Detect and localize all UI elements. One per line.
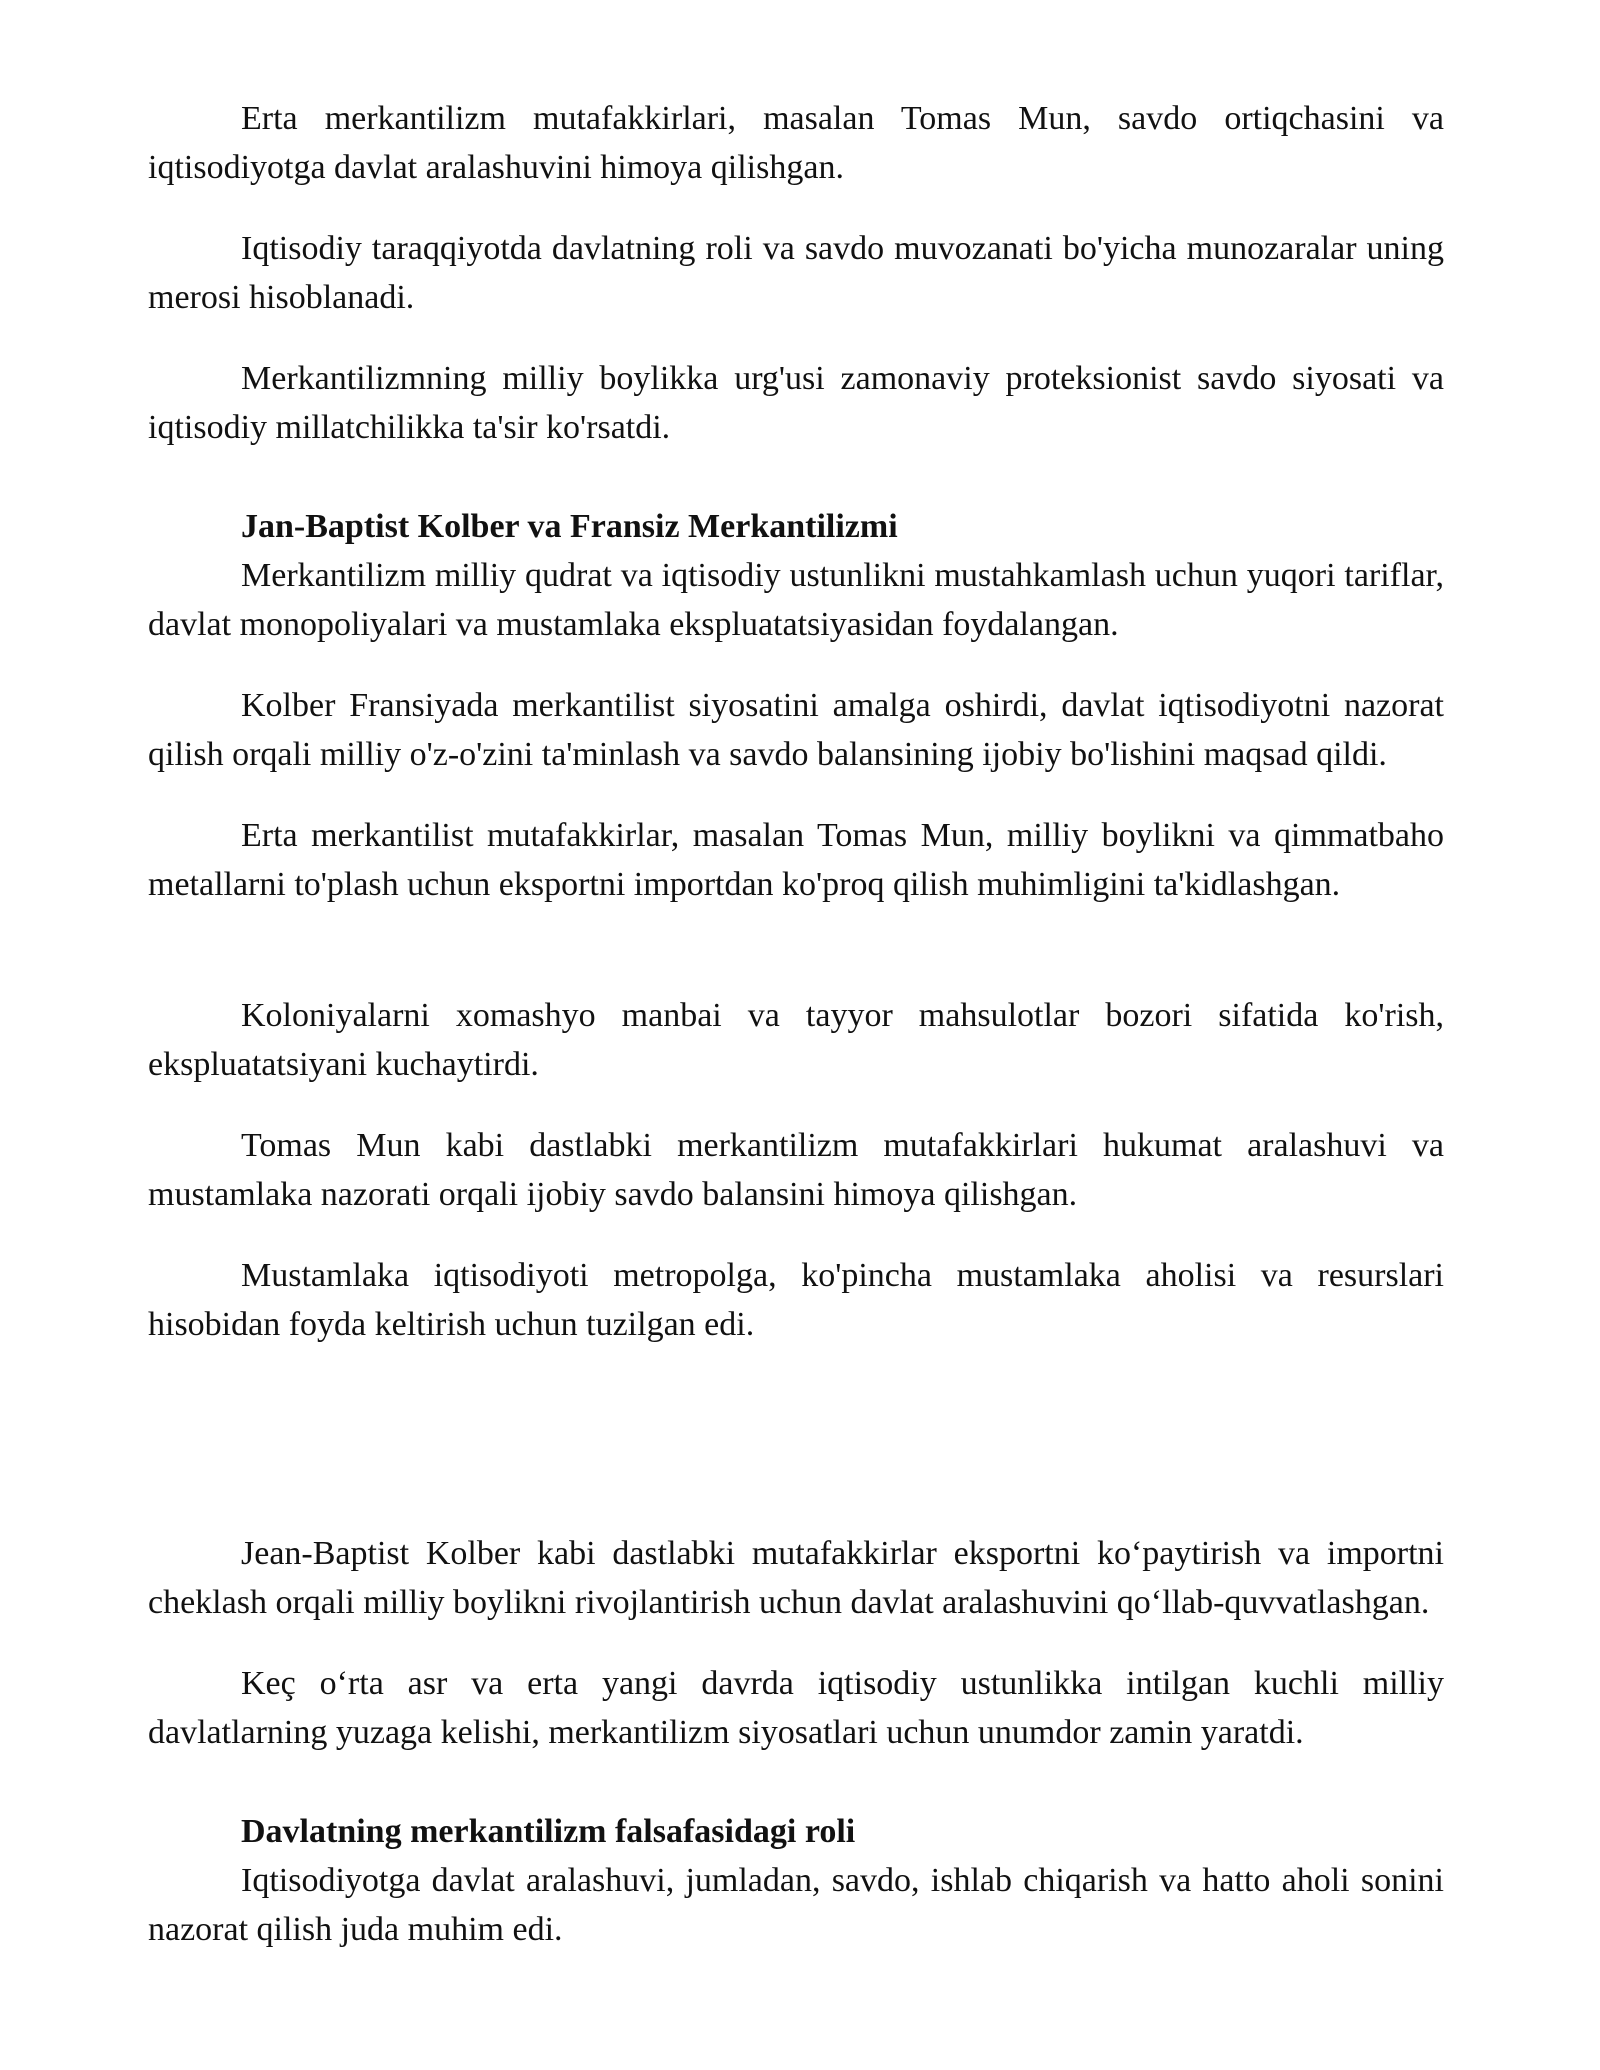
- spacer: [148, 779, 1444, 811]
- spacer: [148, 322, 1444, 354]
- paragraph: Merkantilizm milliy qudrat va iqtisodiy ustunlikni mustahkamlash uchun yuqori tariflar, davlat monopoliyalari va mustamlaka ekspluatatsiyasidan foydalangan.: [148, 557, 1444, 643]
- spacer: [148, 1219, 1444, 1251]
- paragraph: Koloniyalarni xomashyo manbai va tayyor mahsulotlar bozori sifatida ko'rish, ekspluatatsiyani kuchaytirdi.: [148, 997, 1444, 1083]
- spacer: [148, 452, 1444, 502]
- document-page: [148, 94, 1444, 1954]
- spacer: [148, 909, 1444, 991]
- paragraph: Merkantilizmning milliy boylikka urg'usi zamonaviy proteksionist savdo siyosati va iqtisodiy millatchilikka ta'sir ko'rsatdi.: [148, 360, 1444, 446]
- paragraph: Mustamlaka iqtisodiyoti metropolga, ko'pincha mustamlaka aholisi va resurslari hisobidan foyda keltirish uchun tuzilgan edi.: [148, 1257, 1444, 1343]
- spacer: [148, 1349, 1444, 1529]
- paragraph: Erta merkantilizm mutafakkirlari, masalan Tomas Mun, savdo ortiqchasini va iqtisodiyotga davlat aralashuvini himoya qilishgan.: [148, 100, 1444, 186]
- spacer: [148, 1089, 1444, 1121]
- paragraph: Kolber Fransiyada merkantilist siyosatini amalga oshirdi, davlat iqtisodiyotni nazorat qilish orqali milliy o'z-o'zini ta'minlash va savdo balansining ijobiy bo'lishini maqsad qildi.: [148, 687, 1444, 773]
- paragraph: Erta merkantilist mutafakkirlar, masalan Tomas Mun, milliy boylikni va qimmatbaho metallarni to'plash uchun eksportni importdan ko'proq qilish muhimligini ta'kidlashgan.: [148, 817, 1444, 903]
- spacer: [148, 192, 1444, 224]
- spacer: [148, 649, 1444, 681]
- section-heading: Davlatning merkantilizm falsafasidagi roli: [241, 1813, 856, 1850]
- paragraph: Jean-Baptist Kolber kabi dastlabki mutafakkirlar eksportni ko‘paytirish va importni cheklash orqali milliy boylikni rivojlantirish uchun davlat aralashuvini qo‘llab-quvvatlashgan.: [148, 1535, 1444, 1621]
- spacer: [148, 1627, 1444, 1659]
- spacer: [148, 1757, 1444, 1807]
- paragraph: Tomas Mun kabi dastlabki merkantilizm mutafakkirlari hukumat aralashuvi va mustamlaka nazorati orqali ijobiy savdo balansini himoya qilishgan.: [148, 1127, 1444, 1213]
- section-heading: Jan-Baptist Kolber va Fransiz Merkantilizmi: [241, 508, 898, 545]
- paragraph: Keç o‘rta asr va erta yangi davrda iqtisodiy ustunlikka intilgan kuchli milliy davlatlarning yuzaga kelishi, merkantilizm siyosatlari uchun unumdor zamin yaratdi.: [148, 1665, 1444, 1751]
- paragraph: Iqtisodiy taraqqiyotda davlatning roli va savdo muvozanati bo'yicha munozaralar uning merosi hisoblanadi.: [148, 230, 1444, 316]
- paragraph: Iqtisodiyotga davlat aralashuvi, jumladan, savdo, ishlab chiqarish va hatto aholi sonini nazorat qilish juda muhim edi.: [148, 1862, 1444, 1948]
